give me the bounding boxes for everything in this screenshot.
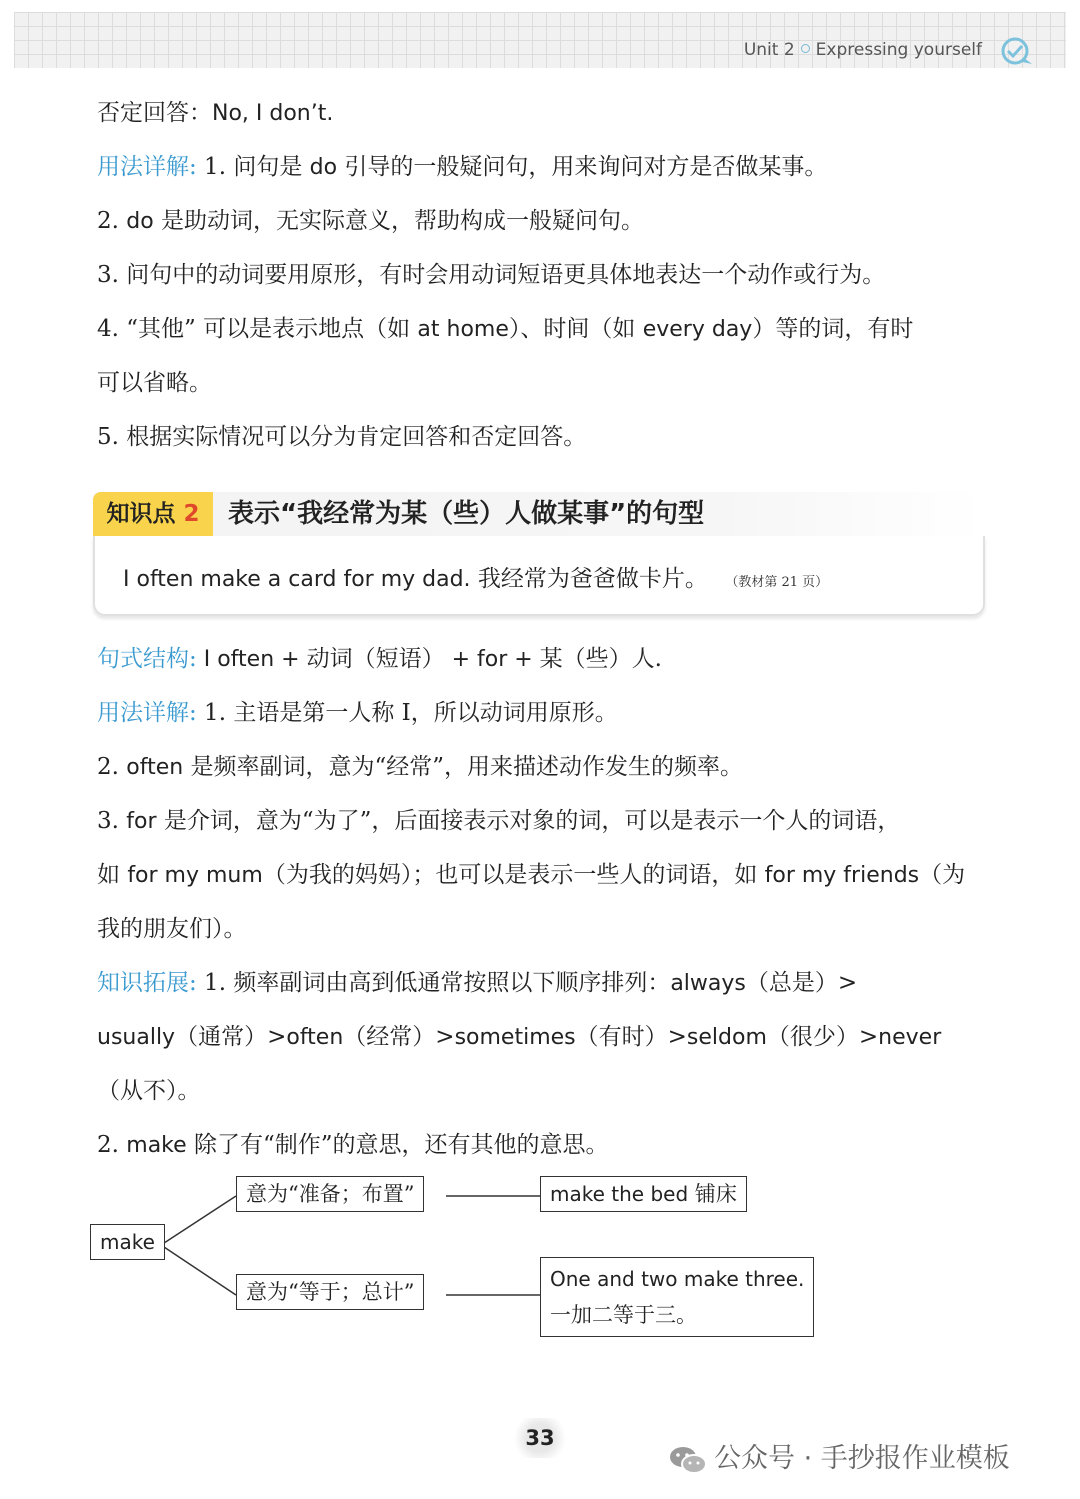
page-number: 33: [512, 1418, 568, 1458]
usage-en: for: [126, 809, 157, 834]
make-text: 除了有“制作”的意思，还有其他的意思。: [186, 1132, 609, 1158]
usage-text: 1. 主语是第一人称 I，所以动词用原形。: [196, 700, 618, 726]
knowledge-point-number: 2: [183, 501, 200, 527]
knowledge-extension-line-3: （从不）。: [97, 1078, 201, 1104]
ext-en: usually: [97, 1025, 176, 1050]
ext-en: never: [878, 1025, 942, 1050]
connector-line: [161, 1245, 236, 1295]
structure-en: + for +: [444, 647, 540, 672]
knowledge-point-tag-label: 知识点: [106, 501, 176, 527]
watermark: [668, 1436, 1010, 1476]
usage-text: 是频率副词，意为“经常”，用来描述动作发生的频率。: [183, 754, 744, 780]
example-en: One and two make three.: [550, 1267, 805, 1291]
usage-detail-label: 用法详解:: [97, 700, 197, 726]
diagram-branch-2: 意为“等于；总计”: [236, 1274, 424, 1310]
usage-en: do: [126, 209, 154, 234]
example-cn: 铺床: [688, 1182, 737, 1206]
watermark-text: 公众号 · 手抄报作业模板: [714, 1443, 1010, 1474]
textbook-reference: （教材第 21 页）: [731, 575, 829, 590]
usage-en: for my mum: [127, 863, 263, 888]
ext-en: always: [670, 971, 746, 996]
structure-cn: 某（些）人.: [539, 646, 662, 672]
ext-text: 1. 频率副词由高到低通常按照以下顺序排列：: [196, 970, 671, 996]
usage-en: at home: [417, 317, 509, 342]
ext-text: （很少）>: [766, 1024, 879, 1050]
usage-en: every day: [642, 317, 753, 342]
usage-text: 3.: [97, 808, 127, 834]
usage-text: 是介词，意为“为了”，后面接表示对象的词，可以是表示一个人的词语，: [156, 808, 901, 834]
diagram-example-2: [540, 1257, 814, 1337]
diagram-example-1: [540, 1176, 747, 1212]
negative-answer-label: 否定回答：: [97, 100, 212, 126]
usage-en: do: [309, 155, 338, 180]
sentence-structure-label: 句式结构:: [97, 646, 197, 672]
unit-title: Expressing yourself: [815, 40, 982, 60]
usage-detail-line-5: 可以省略。: [97, 370, 212, 396]
example-en: I often make a card for my dad.: [123, 567, 471, 592]
diagram-root-label: make: [100, 1230, 155, 1254]
ext-text: （总是）>: [745, 970, 858, 996]
usage-text: 如: [97, 862, 128, 888]
ext-text: （有时）>: [575, 1024, 687, 1050]
usage-text: （为我的妈妈）；也可以是表示一些人的词语，如: [262, 862, 765, 888]
usage-text: （为: [919, 862, 966, 888]
example-cn: 一加二等于三。: [550, 1303, 697, 1327]
diagram-root-box: [90, 1224, 165, 1260]
usage-text: 2.: [97, 208, 127, 234]
usage-text: 2.: [97, 754, 127, 780]
example-cn: 我经常为爸爸做卡片。: [470, 566, 708, 592]
usage-text: 1. 问句是: [196, 154, 310, 180]
connector-line: [161, 1196, 236, 1245]
usage-detail-label: 用法详解:: [97, 154, 197, 180]
structure-cn: 动词（短语）: [306, 646, 445, 672]
ext-en: seldom: [686, 1025, 767, 1050]
usage-detail-line-3: 3. 问句中的动词要用原形，有时会用动词短语更具体地表达一个动作或行为。: [97, 262, 886, 288]
usage-detail-line-6: 5. 根据实际情况可以分为肯定回答和否定回答。: [97, 424, 587, 450]
usage-en: for my friends: [764, 863, 920, 888]
knowledge-extension-label: 知识拓展:: [97, 970, 197, 996]
example-en: make the bed: [550, 1182, 689, 1206]
ext-text: （经常）>: [343, 1024, 455, 1050]
usage-text: 是助动词，无实际意义，帮助构成一般疑问句。: [153, 208, 645, 234]
diagram-branch-1: 意为“准备；布置”: [236, 1176, 424, 1212]
usage-text: ）等的词，有时: [752, 316, 914, 342]
wechat-icon: [668, 1444, 708, 1476]
structure-en: I often +: [196, 647, 307, 672]
negative-answer-text: No, I don’t.: [212, 101, 334, 126]
ext-en: often: [286, 1025, 344, 1050]
usage-en: often: [126, 755, 184, 780]
make-text: 2.: [97, 1132, 127, 1158]
usage-text: ）、时间（如: [508, 316, 643, 342]
ext-text: （通常）>: [175, 1024, 287, 1050]
usage-text: 4. “其他” 可以是表示地点（如: [97, 316, 418, 342]
usage-text: 引导的一般疑问句，用来询问对方是否做某事。: [337, 154, 828, 180]
make-en: make: [126, 1133, 187, 1158]
unit-label: Unit 2: [743, 40, 795, 60]
ext-en: sometimes: [454, 1025, 576, 1050]
usage-detail2-line-5: 我的朋友们）。: [97, 916, 247, 942]
knowledge-point-title: 表示“我经常为某（些）人做某事”的句型: [228, 499, 705, 529]
